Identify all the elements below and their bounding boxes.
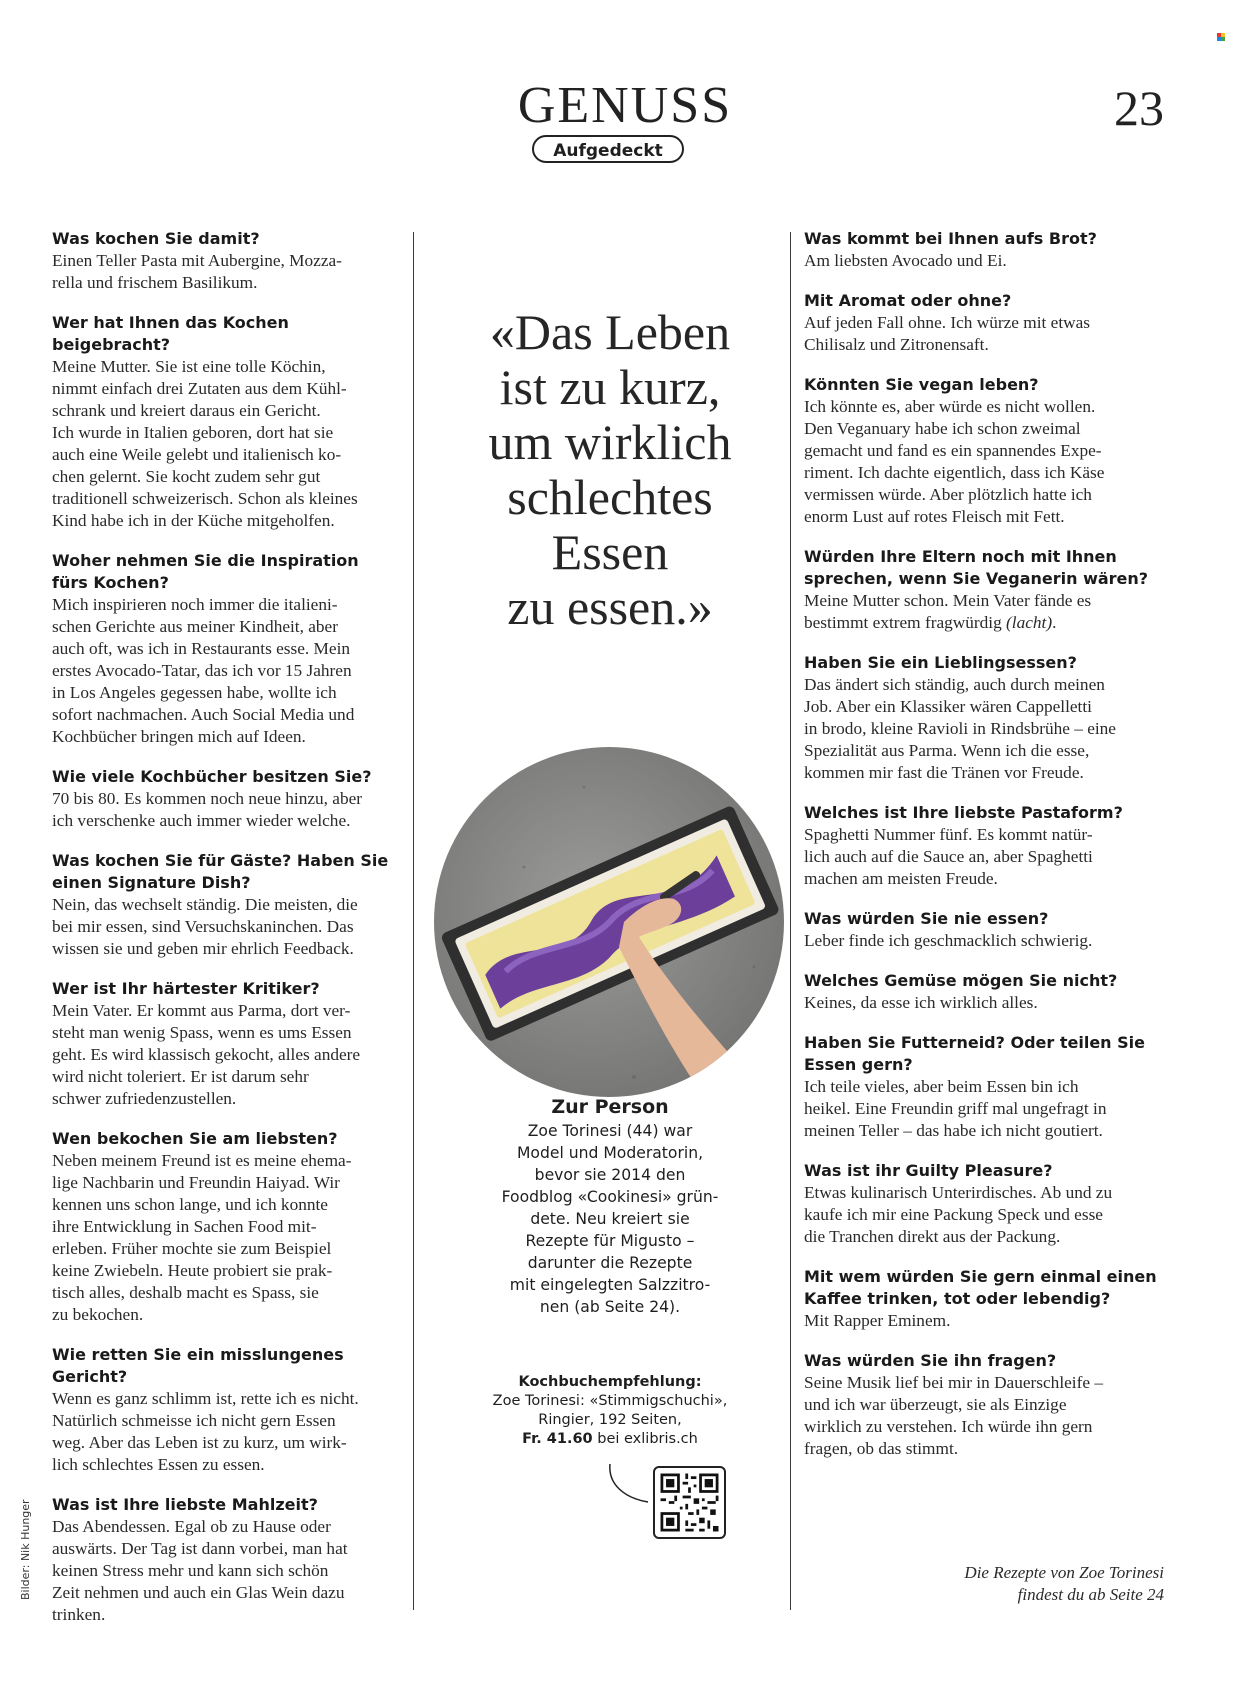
column-divider-right (790, 232, 791, 1610)
interview-answer (52, 594, 412, 748)
interview-question: Welches ist Ihre liebste Pastaform? (804, 803, 1123, 822)
interview-question-line: Mit wem würden Sie gern einmal einen (804, 1267, 1157, 1286)
interview-question: Wie retten Sie ein misslungenes Gericht? (52, 1345, 344, 1386)
interview-question: Was würden Sie ihn fragen? (804, 1351, 1057, 1370)
interview-answer-line: in brodo, kleine Ravioli in Rindsbrühe – eine (804, 719, 1116, 738)
recommendation-book: Zoe Torinesi: «Stimmigschuchi», (492, 1393, 728, 1409)
interview-answer (52, 1388, 412, 1476)
interview-answer (804, 1310, 1164, 1332)
interview-answer-line: die Tranchen direkt aus der Packung. (804, 1227, 1061, 1246)
interview-answer (804, 396, 1164, 528)
interview-question: Was ist ihr Guilty Pleasure? (804, 1161, 1053, 1180)
interview-answer-line: erstes Avocado-Tatar, das ich vor 15 Jahren (52, 661, 352, 680)
interview-answer-line: in Los Angeles gegessen habe, wollte ich (52, 683, 337, 702)
interview-answer-line: weg. Aber das Leben ist zu kurz, um wirk- (52, 1433, 347, 1452)
interview-answer-line: Spezialität aus Parma. Wenn ich die esse, (804, 741, 1090, 760)
interview-answer-line: sofort nachmachen. Auch Social Media und (52, 705, 355, 724)
interview-question-line: einen Signature Dish? (52, 873, 251, 892)
interview-answer-line: Natürlich schmeisse ich nicht gern Essen (52, 1411, 336, 1430)
interview-question (804, 546, 1164, 590)
interview-qa (804, 290, 1164, 356)
interview-question: Was kommt bei Ihnen aufs Brot? (804, 229, 1097, 248)
interview-question: Wer hat Ihnen das Kochen beigebracht? (52, 313, 289, 354)
interview-question: Wen bekochen Sie am liebsten? (52, 1129, 338, 1148)
interview-qa (52, 1344, 412, 1476)
interview-answer-line: Keines, da esse ich wirklich alles. (804, 993, 1038, 1012)
interview-qa (804, 1266, 1164, 1332)
person-bio-line: Rezepte für Migusto – (525, 1232, 695, 1250)
interview-answer (804, 1372, 1164, 1460)
photo-credit: Bilder: Nik Hunger (19, 1499, 32, 1600)
interview-answer-line: schrank und kreiert daraus ein Gericht. (52, 401, 321, 420)
interview-question: Was würden Sie nie essen? (804, 909, 1049, 928)
recommendation-heading: Kochbuchempfehlung: (518, 1374, 702, 1390)
interview-answer-line: Seine Musik lief bei mir in Dauerschleife – (804, 1373, 1103, 1392)
interview-qa (804, 652, 1164, 784)
interview-question: Könnten Sie vegan leben? (804, 375, 1039, 394)
interview-answer-line: keine Zwiebeln. Heute probiert sie prak- (52, 1261, 333, 1280)
person-bio-line: Zoe Torinesi (44) war (527, 1122, 693, 1140)
interview-answer-line: Den Veganuary habe ich schon zweimal (804, 419, 1081, 438)
interview-answer (52, 1516, 412, 1626)
person-bio-line: nen (ab Seite 24). (539, 1298, 681, 1316)
interview-answer-line: vermissen würde. Aber plötzlich hatte ich (804, 485, 1092, 504)
stage-direction: (lacht) (1006, 613, 1053, 632)
interview-answer-line: Wenn es ganz schlimm ist, rette ich es nicht. (52, 1389, 359, 1408)
interview-answer (804, 674, 1164, 784)
interview-answer-line: Zeit nehmen und auch ein Glas Wein dazu (52, 1583, 345, 1602)
footnote-line: Die Rezepte von Zoe Torinesi (964, 1563, 1164, 1582)
interview-qa (804, 1032, 1164, 1142)
interview-answer-line: lich auch auf die Sauce an, aber Spaghetti (804, 847, 1093, 866)
interview-answer-line: Mit Rapper Eminem. (804, 1311, 951, 1330)
recommendation-price: Fr. 41.60 (522, 1431, 593, 1447)
interview-answer-line: kaufe ich mir eine Packung Speck und esse (804, 1205, 1103, 1224)
interview-qa (804, 1350, 1164, 1460)
interview-question-line: Woher nehmen Sie die Inspiration (52, 551, 359, 570)
person-bio-line: darunter die Rezepte (527, 1254, 693, 1272)
interview-answer-line: Ich wurde in Italien geboren, dort hat sie (52, 423, 334, 442)
interview-answer-line: wirklich zu verstehen. Ich würde ihn gern (804, 1417, 1093, 1436)
interview-qa (52, 766, 412, 832)
pull-quote-line: Essen (551, 524, 669, 580)
section-title: GENUSS (517, 77, 733, 134)
interview-answer-line: riment. Ich dachte eigentlich, dass ich Käse (804, 463, 1105, 482)
interview-answer-line: machen am meisten Freude. (804, 869, 998, 888)
interview-qa (804, 228, 1164, 272)
interview-answer-line: und ich war überzeugt, sie als Einzige (804, 1395, 1067, 1414)
interview-question: Haben Sie ein Lieblingsessen? (804, 653, 1077, 672)
interview-qa (52, 1494, 412, 1626)
interview-answer-line: Etwas kulinarisch Unterirdisches. Ab und zu (804, 1183, 1113, 1202)
recipe-photo (434, 747, 784, 1097)
interview-answer-line: wird nicht toleriert. Er ist darum sehr (52, 1067, 309, 1086)
interview-answer-line: Mein Vater. Er kommt aus Parma, dort ver- (52, 1001, 351, 1020)
interview-answer-line: Mich inspirieren noch immer die italieni- (52, 595, 338, 614)
interview-answer-line: Spaghetti Nummer fünf. Es kommt natür- (804, 825, 1093, 844)
pull-quote-line: zu essen.» (507, 579, 713, 635)
interview-answer-line: heikel. Eine Freundin griff mal ungefragt in (804, 1099, 1107, 1118)
interview-qa (52, 312, 412, 532)
interview-answer-line: steht man wenig Spass, wenn es ums Essen (52, 1023, 352, 1042)
interview-answer-line: nimmt einfach drei Zutaten aus dem Kühl- (52, 379, 347, 398)
interview-answer-line: bei mir essen, sind Versuchskaninchen. Das (52, 917, 354, 936)
arrow-to-qr-icon (600, 1462, 660, 1507)
interview-answer (52, 356, 412, 532)
interview-answer-line: bestimmt extrem fragwürdig (lacht). (804, 613, 1057, 632)
interview-answer (52, 894, 412, 960)
person-bio-line: Model und Moderatorin, (516, 1144, 704, 1162)
interview-answer (804, 824, 1164, 890)
recommendation-publisher: Ringier, 192 Seiten, (538, 1412, 682, 1428)
interview-qa (804, 802, 1164, 890)
interview-answer-line: auch oft, was ich in Restaurants esse. Mein (52, 639, 351, 658)
interview-answer (804, 992, 1164, 1014)
person-bio-line: mit eingelegten Salzzitro- (509, 1276, 711, 1294)
interview-answer (804, 1076, 1164, 1142)
interview-qa (52, 850, 412, 960)
interview-answer (52, 1150, 412, 1326)
interview-answer (804, 590, 1164, 634)
interview-answer-line: Neben meinem Freund ist es meine ehema- (52, 1151, 352, 1170)
interview-answer-line: lich schlechtes Essen zu essen. (52, 1455, 265, 1474)
interview-answer-line: schen Gerichte aus meiner Kindheit, aber (52, 617, 338, 636)
interview-answer-line: wissen sie und geben mir ehrlich Feedback. (52, 939, 354, 958)
interview-answer (52, 788, 412, 832)
person-bio-line: Foodblog «Cookinesi» grün- (501, 1188, 719, 1206)
interview-qa (52, 550, 412, 748)
interview-question-line: Würden Ihre Eltern noch mit Ihnen (804, 547, 1117, 566)
qr-code-icon (655, 1468, 724, 1537)
footnote-line: findest du ab Seite 24 (1017, 1585, 1164, 1604)
interview-qa (52, 228, 412, 294)
interview-answer-line: Am liebsten Avocado und Ei. (804, 251, 1007, 270)
recipe-footnote (964, 1562, 1164, 1606)
interview-answer-line: ihre Entwicklung in Sachen Food mit- (52, 1217, 317, 1236)
interview-answer-line: auswärts. Der Tag ist dann vorbei, man hat (52, 1539, 348, 1558)
column-divider-left (413, 232, 414, 1610)
right-interview-column (804, 228, 1164, 1478)
interview-answer-line: Ich könnte es, aber würde es nicht wollen. (804, 397, 1096, 416)
interview-answer-line: Kochbücher bringen mich auf Ideen. (52, 727, 306, 746)
interview-qa (804, 970, 1164, 1014)
interview-answer-line: lige Nachbarin und Freundin Haiyad. Wir (52, 1173, 340, 1192)
interview-answer-line: enorm Lust auf rotes Fleisch mit Fett. (804, 507, 1065, 526)
interview-question: Was ist Ihre liebste Mahlzeit? (52, 1495, 318, 1514)
interview-qa (804, 908, 1164, 952)
interview-answer-line: Das Abendessen. Egal ob zu Hause oder (52, 1517, 331, 1536)
print-color-mark (1217, 33, 1225, 41)
recommendation-shop[interactable]: bei exlibris.ch (597, 1431, 698, 1447)
interview-answer (804, 1182, 1164, 1248)
person-bio-line: bevor sie 2014 den (534, 1166, 686, 1184)
interview-qa (52, 978, 412, 1110)
interview-answer (52, 1000, 412, 1110)
interview-question (52, 850, 412, 894)
qr-code[interactable] (653, 1466, 726, 1539)
interview-answer-line: trinken. (52, 1605, 106, 1624)
interview-answer-line: zu bekochen. (52, 1305, 144, 1324)
interview-question-line: Essen gern? (804, 1055, 913, 1074)
interview-question-line: Haben Sie Futterneid? Oder teilen Sie (804, 1033, 1145, 1052)
interview-answer-line: Meine Mutter schon. Mein Vater fände es (804, 591, 1092, 610)
interview-question (804, 1032, 1164, 1076)
interview-question: Mit Aromat oder ohne? (804, 291, 1012, 310)
interview-question: Welches Gemüse mögen Sie nicht? (804, 971, 1118, 990)
interview-answer-line: tisch alles, deshalb macht es Spass, sie (52, 1283, 319, 1302)
interview-answer-line: chen gelernt. Sie kocht zudem sehr gut (52, 467, 321, 486)
pull-quote-line: um wirklich (488, 414, 732, 470)
pull-quote (430, 305, 790, 635)
interview-answer (804, 312, 1164, 356)
pull-quote-line: «Das Leben (489, 304, 731, 360)
interview-answer-line: Einen Teller Pasta mit Aubergine, Mozza- (52, 251, 342, 270)
interview-question (52, 550, 412, 594)
interview-question: Wer ist Ihr härtester Kritiker? (52, 979, 320, 998)
interview-answer (52, 250, 412, 294)
interview-question-line: sprechen, wenn Sie Veganerin wären? (804, 569, 1149, 588)
interview-answer-line: Das ändert sich ständig, auch durch meinen (804, 675, 1105, 694)
left-interview-column (52, 228, 412, 1644)
interview-answer-line: Ich teile vieles, aber beim Essen bin ich (804, 1077, 1079, 1096)
interview-answer-line: erleben. Früher mochte sie zum Beispiel (52, 1239, 332, 1258)
interview-answer-line: meinen Teller – das habe ich nicht goutiert. (804, 1121, 1103, 1140)
interview-qa (804, 374, 1164, 528)
interview-qa (804, 546, 1164, 634)
interview-answer-line: Job. Aber ein Klassiker wären Cappelletti (804, 697, 1092, 716)
interview-answer-line: traditionell schweizerisch. Schon als kleines (52, 489, 358, 508)
interview-answer-line: keinen Stress mehr und kann sich schön (52, 1561, 329, 1580)
cookbook-recommendation (450, 1373, 770, 1449)
interview-answer-line: Leber finde ich geschmacklich schwierig. (804, 931, 1093, 950)
interview-answer-line: ich verschenke auch immer wieder welche. (52, 811, 351, 830)
interview-question-line: fürs Kochen? (52, 573, 169, 592)
interview-answer-line: 70 bis 80. Es kommen noch neue hinzu, aber (52, 789, 363, 808)
interview-answer-line: geht. Es wird klassisch gekocht, alles andere (52, 1045, 361, 1064)
interview-answer-line: Nein, das wechselt ständig. Die meisten, die (52, 895, 358, 914)
interview-answer-line: gemacht und fand es ein spannendes Expe- (804, 441, 1102, 460)
interview-answer-line: kommen mir fast die Tränen vor Freude. (804, 763, 1084, 782)
page-number: 23 (1114, 80, 1164, 136)
interview-answer-line: Meine Mutter. Sie ist eine tolle Köchin, (52, 357, 326, 376)
interview-answer (804, 930, 1164, 952)
pull-quote-line: schlechtes (507, 469, 713, 525)
person-heading: Zur Person (551, 1096, 669, 1118)
interview-answer-line: fragen, ob das stimmt. (804, 1439, 959, 1458)
interview-answer-line: rella und frischem Basilikum. (52, 273, 258, 292)
interview-qa (804, 1160, 1164, 1248)
person-bio (450, 1120, 770, 1318)
photo-illustration (434, 747, 784, 1097)
interview-question-line: Was kochen Sie für Gäste? Haben Sie (52, 851, 389, 870)
interview-question: Was kochen Sie damit? (52, 229, 260, 248)
interview-answer-line: auch eine Weile gelebt und italienisch ko- (52, 445, 342, 464)
interview-answer-line: schwer zufriedenzustellen. (52, 1089, 237, 1108)
interview-question (804, 1266, 1164, 1310)
interview-answer-line: Kind habe ich in der Küche mitgeholfen. (52, 511, 335, 530)
interview-qa (52, 1128, 412, 1326)
interview-question: Wie viele Kochbücher besitzen Sie? (52, 767, 372, 786)
section-subtitle-pill: Aufgedeckt (532, 135, 684, 163)
interview-question-line: Kaffee trinken, tot oder lebendig? (804, 1289, 1111, 1308)
interview-answer (804, 250, 1164, 272)
person-bio-line: dete. Neu kreiert sie (530, 1210, 690, 1228)
interview-answer-line: Auf jeden Fall ohne. Ich würze mit etwas (804, 313, 1091, 332)
interview-answer-line: Chilisalz und Zitronensaft. (804, 335, 989, 354)
pull-quote-line: ist zu kurz, (499, 359, 721, 415)
interview-answer-line: kennen uns schon lange, und ich konnte (52, 1195, 328, 1214)
